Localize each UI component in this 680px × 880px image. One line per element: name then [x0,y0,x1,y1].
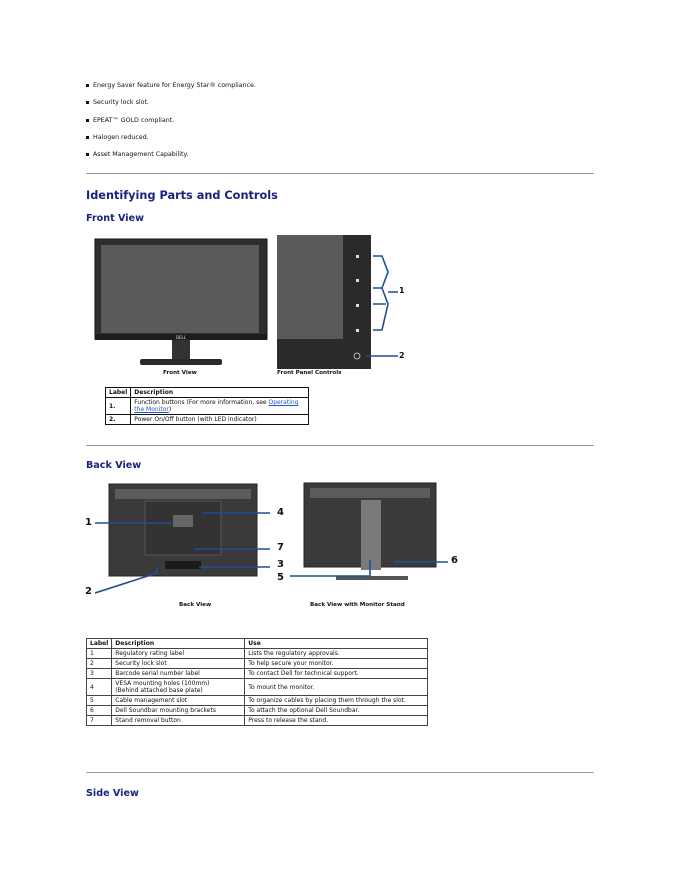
function-button-icon [356,304,359,307]
table-cell: To contact Dell for technical support. [245,669,428,679]
table-row [87,716,428,726]
table-cell: To attach the optional Dell Soundbar. [245,706,428,716]
table-header: Label [106,388,131,398]
back-view-with-stand-image [290,482,450,597]
table-header-row [106,388,309,398]
bullet-item [86,117,174,124]
table-cell: 1 [87,649,112,659]
table-cell: 1. [106,398,131,415]
callout-2: 2 [399,351,405,360]
table-cell: 5 [87,696,112,706]
table-cell: To mount the monitor. [245,679,428,696]
barcode-label [165,561,201,569]
regulatory-label [173,515,193,527]
bullet-text: Energy Saver feature for Energy Star® compliance. [93,82,256,89]
table-cell [131,398,309,415]
back-view-heading: Back View [86,460,142,471]
table-cell: Press to release the stand. [245,716,428,726]
table-cell: Lists the regulatory approvals. [245,649,428,659]
table-cell: Dell Soundbar mounting brackets [112,706,245,716]
function-button-icon [356,255,359,258]
callout-7: 7 [277,542,284,553]
table-cell: 6 [87,706,112,716]
bullet-item [86,134,149,141]
front-view-heading: Front View [86,213,144,224]
bullet-item [86,151,188,158]
table-header: Description [112,639,245,649]
callout-3: 3 [277,559,284,570]
table-row [87,696,428,706]
bullet-text: EPEAT™ GOLD compliant. [93,117,175,124]
figure-caption: Back View with Monitor Stand [310,602,405,608]
table-cell: To organize cables by placing them through the slot. [245,696,428,706]
table-cell: 2. [106,415,131,425]
callout-1: 1 [85,517,92,528]
monitor-stand [361,500,381,570]
table-cell: VESA mounting holes (100mm) (Behind attached base plate) [112,679,245,696]
bullet-icon [86,136,89,139]
section-title: Identifying Parts and Controls [86,189,278,202]
bullet-text: Security lock slot. [93,99,149,106]
figure-caption: Front Panel Controls [277,370,342,376]
table-header: Use [245,639,428,649]
table-row [106,398,309,415]
callout-1: 1 [399,286,405,295]
back-view-monitor-image [95,483,285,598]
callout-6: 6 [451,555,458,566]
table-row [87,669,428,679]
table-row [87,659,428,669]
table-row [106,415,309,425]
table-cell: 2 [87,659,112,669]
table-cell: To help secure your monitor. [245,659,428,669]
dell-logo [176,335,187,340]
back-view-table [86,638,428,726]
section-divider [86,173,594,174]
figure-caption: Back View [179,602,212,608]
bullet-item [86,82,256,89]
table-cell: 3 [87,669,112,679]
callout-2: 2 [85,586,92,597]
table-row [87,649,428,659]
table-cell: 7 [87,716,112,726]
front-view-table [105,387,309,425]
description-text: ) [168,406,172,413]
function-button-icon [356,329,359,332]
table-row [87,706,428,716]
bullet-item [86,99,149,106]
table-cell: Stand removal button [112,716,245,726]
callout-5: 5 [277,572,284,583]
table-cell: Power On/Off button (with LED indicator) [131,415,309,425]
operating-the-monitor-link[interactable]: Operating the Monitor [134,399,299,413]
table-cell: Regulatory rating label [112,649,245,659]
description-text: Function buttons (For more information, see [134,399,269,406]
bullet-text: Halogen reduced. [93,134,149,141]
bullet-icon [86,84,89,87]
table-header: Label [87,639,112,649]
bullet-icon [86,119,89,122]
bullet-text: Asset Management Capability. [93,151,189,158]
table-header: Description [131,388,309,398]
bullet-icon [86,101,89,104]
table-cell: 4 [87,679,112,696]
front-panel-controls-image [276,234,416,372]
front-view-monitor-image [94,238,270,368]
table-header-row [87,639,428,649]
dell-logo-text: DELL [175,335,187,340]
callout-4: 4 [277,507,284,518]
table-cell: Cable management slot [112,696,245,706]
section-divider [86,772,594,773]
section-divider [86,445,594,446]
side-view-heading: Side View [86,788,139,799]
table-cell: Barcode serial number label [112,669,245,679]
function-button-icon [356,279,359,282]
table-row [87,679,428,696]
table-cell: Security lock slot [112,659,245,669]
bullet-icon [86,153,89,156]
figure-caption: Front View [163,370,197,376]
